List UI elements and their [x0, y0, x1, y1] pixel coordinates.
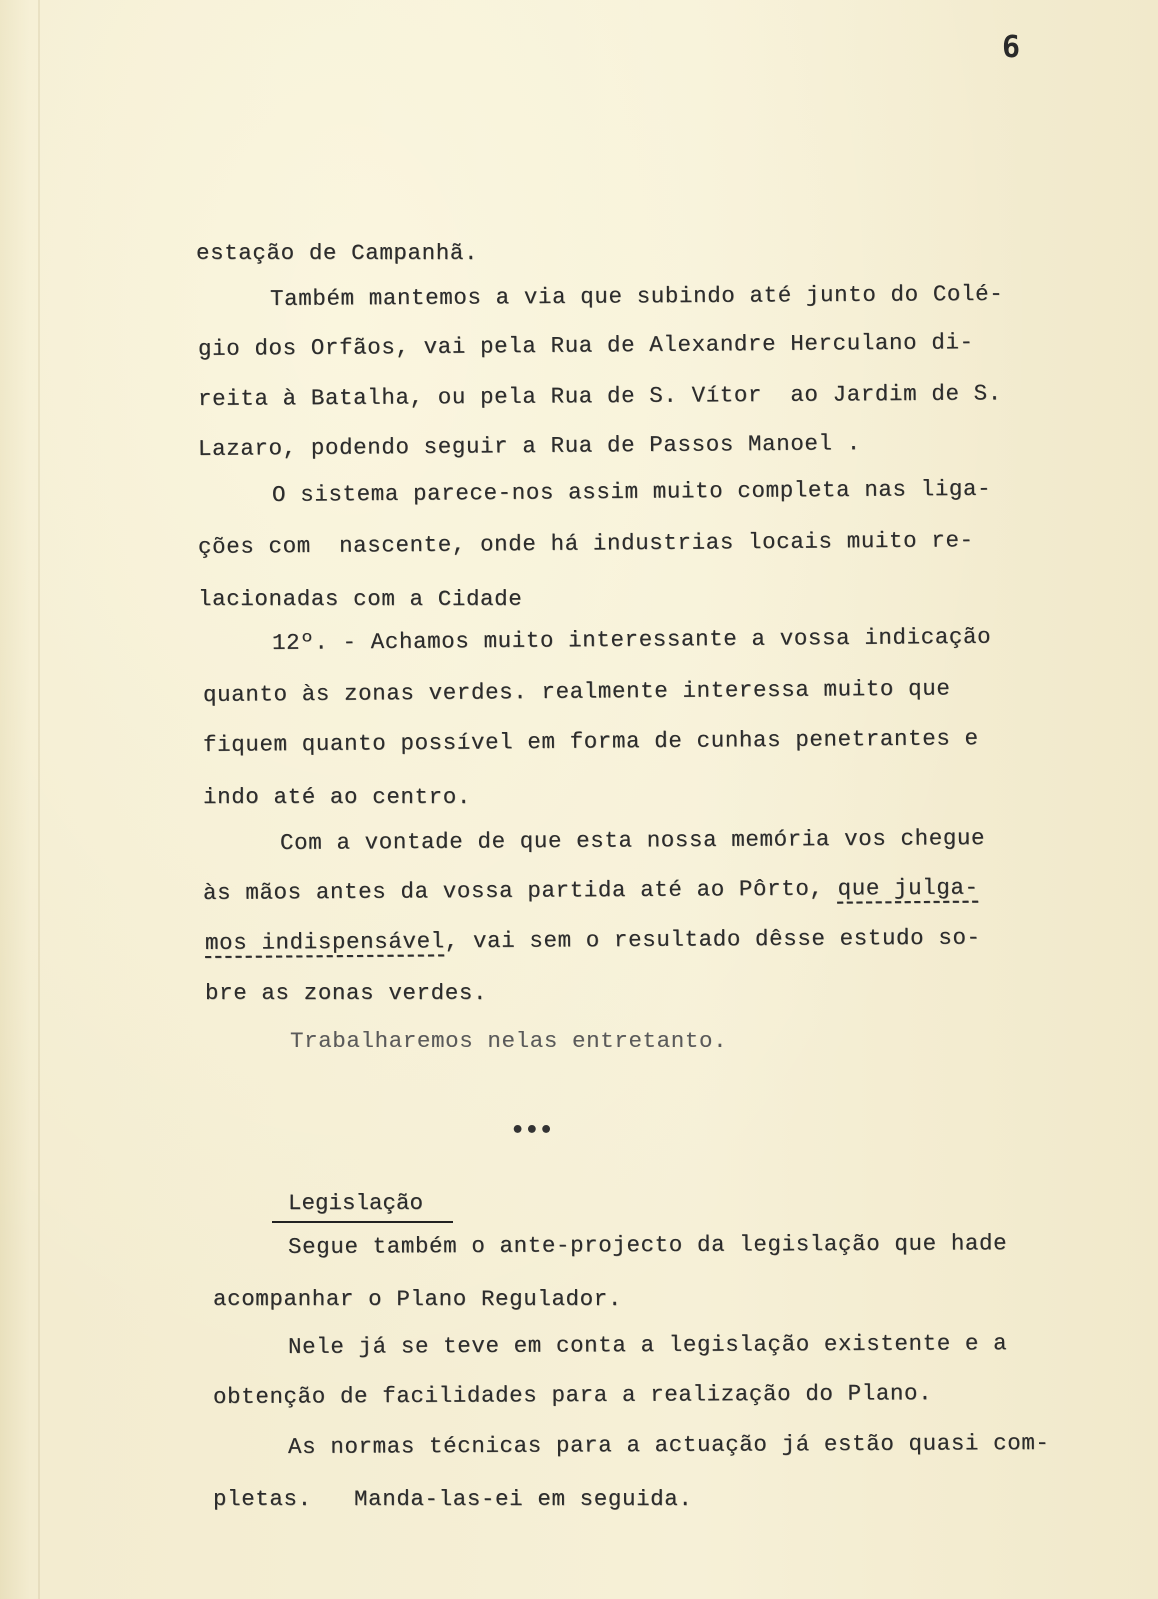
text-line: Também mantemos a via que subindo até junto do Colé- [269, 280, 1004, 312]
text-line: lacionadas com a Cidade [198, 586, 523, 612]
text-line: ções com nascente, onde há industrias locais muito re- [197, 527, 974, 560]
text-line: pletas. Manda-las-ei em seguida. [213, 1486, 693, 1512]
text-segment: às mãos antes da vossa partida até ao Pôrto, [202, 875, 824, 906]
text-line: reita à Batalha, ou pela Rua de S. Vítor ao Jardim de S. [197, 380, 1002, 412]
text-line: gio dos Orfãos, vai pela Rua de Alexandre Herculano di- [197, 329, 974, 362]
text-line [203, 875, 979, 906]
text-line: Nele já se teve em conta a legislação existente e a [287, 1330, 1008, 1360]
paper-fold-shadow [38, 0, 40, 1599]
section-heading: Legislação [288, 1190, 424, 1216]
text-line: Lazaro, podendo seguir a Rua de Passos Manoel . [197, 430, 861, 462]
text-line: indo até ao centro. [203, 784, 471, 810]
text-line: Com a vontade de que esta nossa memória vos chegue [279, 825, 986, 856]
text-line: bre as zonas verdes. [205, 980, 488, 1006]
section-separator: ••• [511, 1118, 554, 1143]
underlined-text: mos indispensável [204, 928, 445, 956]
text-line: 12º. - Achamos muito interessante a vossa indicação [271, 623, 992, 656]
text-segment: , vai sem o resultado dêsse estudo so- [444, 924, 981, 955]
underlined-text: que julga- [837, 874, 979, 902]
text-line [205, 925, 981, 956]
heading-underline [272, 1221, 453, 1223]
text-line: As normas técnicas para a actuação já estão quasi com- [287, 1430, 1050, 1460]
text-line: Trabalharemos nelas entretanto. [290, 1028, 728, 1054]
text-line: estação de Campanhã. [196, 240, 479, 266]
text-line: O sistema parece-nos assim muito completa nas liga- [271, 475, 992, 508]
page-number: 6 [1002, 30, 1021, 65]
text-line: quanto às zonas verdes. realmente interessa muito que [202, 675, 951, 708]
text-line: fiquem quanto possível em forma de cunhas penetrantes e [202, 725, 979, 758]
text-line: obtenção de facilidades para a realização do Plano. [212, 1380, 933, 1410]
text-line: Segue também o ante-projecto da legislação que hade [287, 1230, 1008, 1260]
text-line: acompanhar o Plano Regulador. [213, 1286, 622, 1312]
